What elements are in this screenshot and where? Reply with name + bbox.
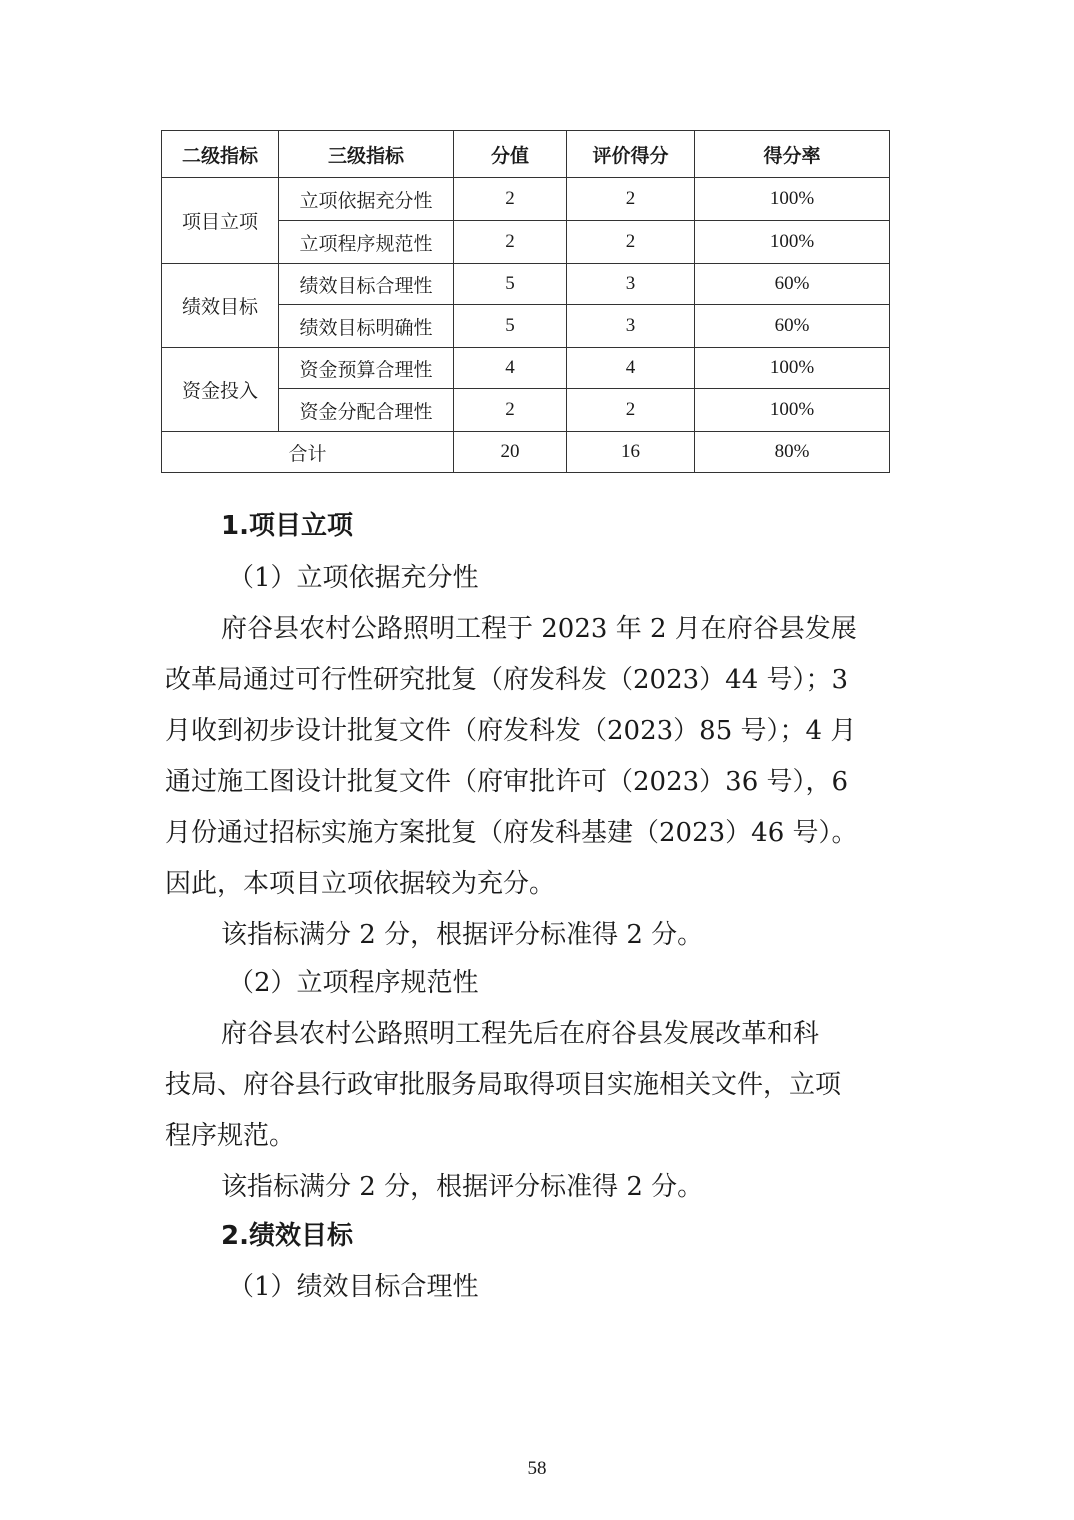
table-row bbox=[162, 264, 890, 305]
score-cell: 2 bbox=[454, 389, 567, 432]
score-cell: 5 bbox=[454, 305, 567, 348]
section-heading-performance: 2.绩效目标 bbox=[221, 1221, 353, 1251]
header-score: 分值 bbox=[454, 131, 567, 178]
rate-cell: 100% bbox=[695, 389, 890, 432]
indicator-cell: 资金分配合理性 bbox=[279, 389, 454, 432]
total-rate: 80% bbox=[695, 432, 890, 473]
total-eval: 16 bbox=[567, 432, 695, 473]
table-row bbox=[162, 178, 890, 221]
score-cell: 5 bbox=[454, 264, 567, 305]
paragraph-line: 因此，本项目立项依据较为充分。 bbox=[165, 869, 556, 899]
rate-cell: 60% bbox=[695, 305, 890, 348]
eval-cell: 3 bbox=[567, 305, 695, 348]
eval-cell: 2 bbox=[567, 389, 695, 432]
section-heading-project: 1.项目立项 bbox=[221, 511, 353, 541]
header-level3: 三级指标 bbox=[279, 131, 454, 178]
eval-cell: 2 bbox=[567, 178, 695, 221]
paragraph-line: 程序规范。 bbox=[165, 1121, 296, 1151]
table-row bbox=[162, 348, 890, 389]
paragraph-line: 月份通过招标实施方案批复（府发科基建（2023）46 号）。 bbox=[165, 818, 858, 848]
score-cell: 2 bbox=[454, 178, 567, 221]
score-statement: 该指标满分 2 分，根据评分标准得 2 分。 bbox=[221, 1172, 704, 1202]
rate-cell: 100% bbox=[695, 221, 890, 264]
eval-cell: 4 bbox=[567, 348, 695, 389]
group-name: 资金投入 bbox=[162, 348, 279, 432]
score-statement: 该指标满分 2 分，根据评分标准得 2 分。 bbox=[221, 920, 704, 950]
group-name: 绩效目标 bbox=[162, 264, 279, 348]
score-table bbox=[161, 130, 890, 473]
page-number: 58 bbox=[527, 1458, 547, 1479]
score-cell: 4 bbox=[454, 348, 567, 389]
indicator-cell: 绩效目标明确性 bbox=[279, 305, 454, 348]
table-total-row bbox=[162, 432, 890, 473]
eval-cell: 2 bbox=[567, 221, 695, 264]
indicator-cell: 立项依据充分性 bbox=[279, 178, 454, 221]
paragraph-line: 府谷县农村公路照明工程于 2023 年 2 月在府谷县发展 bbox=[221, 614, 857, 644]
subsection-procedure: （2）立项程序规范性 bbox=[228, 968, 479, 998]
indicator-cell: 立项程序规范性 bbox=[279, 221, 454, 264]
subsection-basis: （1）立项依据充分性 bbox=[228, 563, 479, 593]
paragraph-line: 改革局通过可行性研究批复（府发科发（2023）44 号）；3 bbox=[165, 665, 849, 695]
rate-cell: 60% bbox=[695, 264, 890, 305]
header-rate: 得分率 bbox=[695, 131, 890, 178]
rate-cell: 100% bbox=[695, 348, 890, 389]
paragraph-line: 府谷县农村公路照明工程先后在府谷县发展改革和科 bbox=[221, 1019, 820, 1049]
total-label: 合计 bbox=[162, 432, 454, 473]
indicator-cell: 绩效目标合理性 bbox=[279, 264, 454, 305]
paragraph-line: 技局、府谷县行政审批服务局取得项目实施相关文件，立项 bbox=[165, 1070, 842, 1100]
subsection-rationality: （1）绩效目标合理性 bbox=[228, 1272, 479, 1302]
score-cell: 2 bbox=[454, 221, 567, 264]
paragraph-line: 月收到初步设计批复文件（府发科发（2023）85 号）；4 月 bbox=[165, 716, 857, 746]
paragraph-line: 通过施工图设计批复文件（府审批许可（2023）36 号），6 bbox=[165, 767, 849, 797]
group-name: 项目立项 bbox=[162, 178, 279, 264]
indicator-cell: 资金预算合理性 bbox=[279, 348, 454, 389]
header-level2: 二级指标 bbox=[162, 131, 279, 178]
header-eval: 评价得分 bbox=[567, 131, 695, 178]
table-header-row bbox=[162, 131, 890, 178]
eval-cell: 3 bbox=[567, 264, 695, 305]
rate-cell: 100% bbox=[695, 178, 890, 221]
total-score: 20 bbox=[454, 432, 567, 473]
